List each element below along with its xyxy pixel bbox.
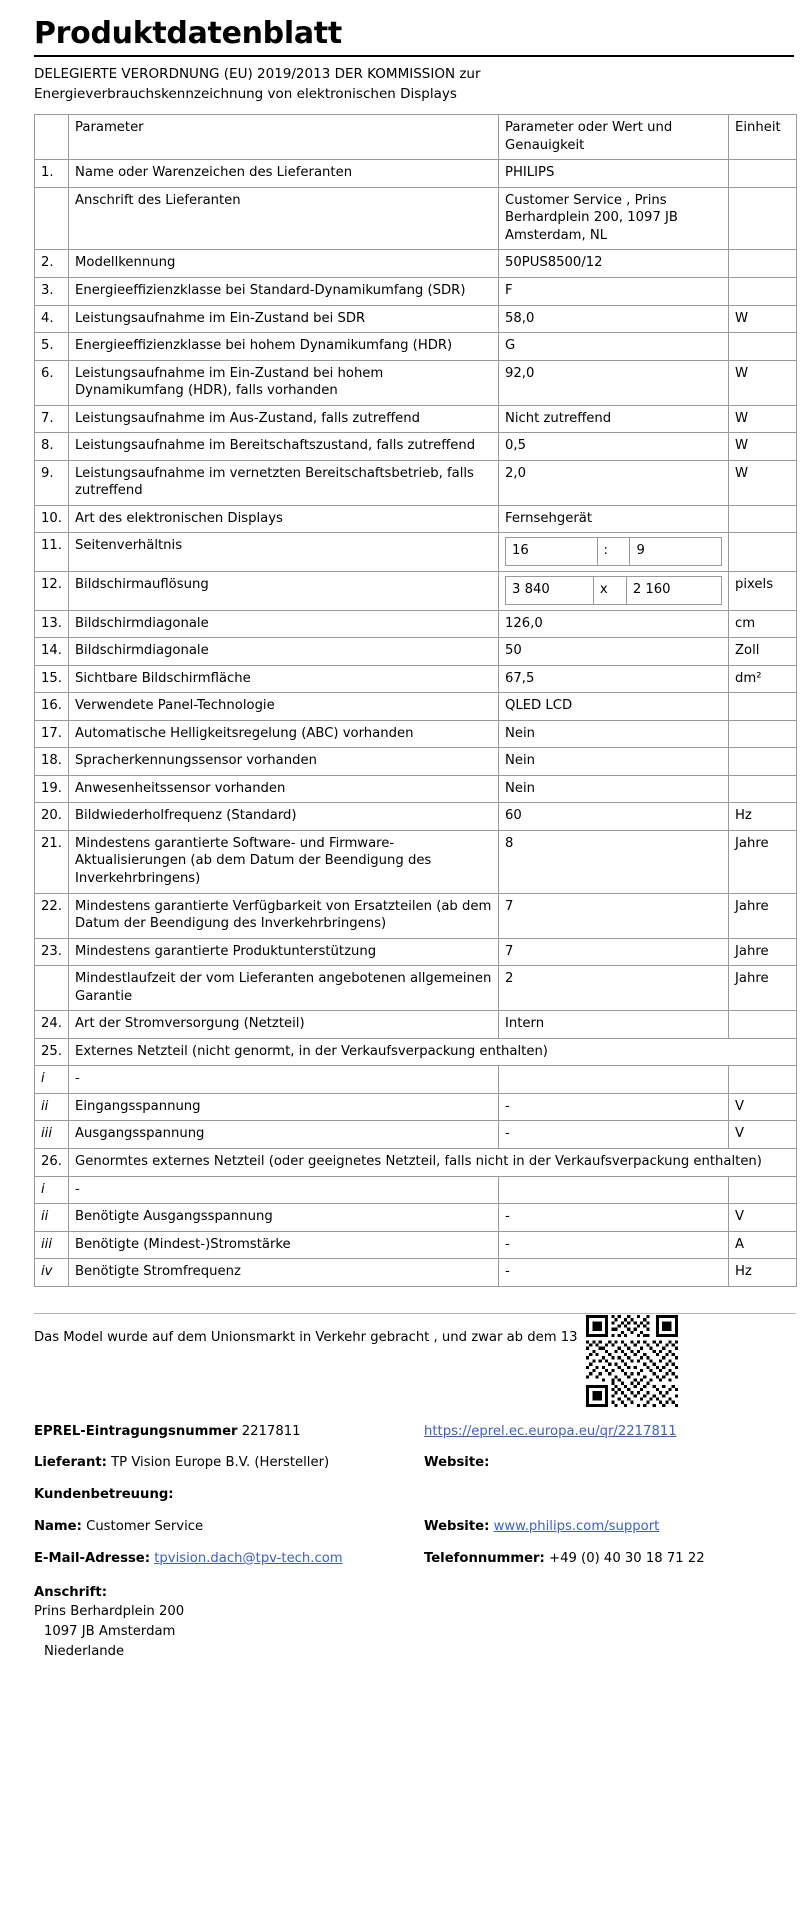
table-row: [35, 693, 797, 721]
supplier-value: TP Vision Europe B.V. (Hersteller): [111, 1455, 330, 1471]
section25-subrow-unit: [729, 1066, 797, 1094]
eprel-number: 2217811: [241, 1423, 301, 1439]
section26-subrow-value: -: [499, 1231, 729, 1259]
row-parameter: Mindestens garantierte Verfügbarkeit von Ersatzteilen (ab dem Datum der Beendigung des Inverkehrbringens): [69, 893, 499, 938]
row-parameter: Seitenverhältnis: [69, 533, 499, 572]
section26-subrow-unit: A: [729, 1231, 797, 1259]
section25-subrow-label: Eingangsspannung: [69, 1093, 499, 1121]
table-row: [35, 610, 797, 638]
table-row: [35, 277, 797, 305]
table-row: [35, 638, 797, 666]
table-row: [35, 571, 797, 610]
market-placement-text: Das Model wurde auf dem Unionsmarkt in Verkehr gebracht , und zwar ab dem 13: [34, 1329, 578, 1345]
ratio-separator: :: [597, 538, 630, 566]
row-value: Customer Service , Prins Berhardplein 200, 1097 JB Amsterdam, NL: [499, 187, 729, 250]
row-parameter: Bildschirmdiagonale: [69, 610, 499, 638]
website-label-2: Website:: [424, 1518, 490, 1534]
section26-subrow-marker: iv: [35, 1259, 69, 1287]
row-number: 1.: [35, 160, 69, 188]
row-value: 50: [499, 638, 729, 666]
row-unit: Zoll: [729, 638, 797, 666]
support-heading: Kundenbetreuung:: [34, 1487, 174, 1503]
row-unit: Jahre: [729, 893, 797, 938]
row-value: 7: [499, 938, 729, 966]
table-row: [35, 533, 797, 572]
row-number: 7.: [35, 405, 69, 433]
row-unit: pixels: [729, 571, 797, 610]
table-row: [35, 748, 797, 776]
row-unit: [729, 533, 797, 572]
table-row: [35, 938, 797, 966]
table-row: [35, 505, 797, 533]
row-number: 8.: [35, 433, 69, 461]
address-line-1: Prins Berhardplein 200: [34, 1604, 185, 1620]
section26-heading-row: [35, 1149, 797, 1177]
row-parameter: Leistungsaufnahme im vernetzten Bereitschaftsbetrieb, falls zutreffend: [69, 460, 499, 505]
row-unit: [729, 250, 797, 278]
row-unit: W: [729, 460, 797, 505]
website-link[interactable]: www.philips.com/support: [493, 1518, 660, 1534]
table-row: [35, 160, 797, 188]
row-number: 11.: [35, 533, 69, 572]
section26-subrow-marker: i: [35, 1176, 69, 1204]
row-value: 60: [499, 803, 729, 831]
row-unit: cm: [729, 610, 797, 638]
row-number: 24.: [35, 1011, 69, 1039]
row-number: 15.: [35, 665, 69, 693]
row-unit: [729, 693, 797, 721]
website-cell-2: [424, 1517, 796, 1537]
table-row: [35, 720, 797, 748]
phone-label: Telefonnummer:: [424, 1550, 545, 1566]
section26-subrow-marker: ii: [35, 1204, 69, 1232]
eprel-url-link[interactable]: https://eprel.ec.europa.eu/qr/2217811: [424, 1423, 677, 1439]
row-unit: [729, 775, 797, 803]
row-value: 2: [499, 966, 729, 1011]
address-block: [34, 1583, 796, 1662]
resolution-separator: x: [593, 576, 626, 604]
section25-subrow-value: [499, 1066, 729, 1094]
row-parameter: Leistungsaufnahme im Ein-Zustand bei hohem Dynamikumfang (HDR), falls vorhanden: [69, 360, 499, 405]
specification-table: [34, 114, 797, 1287]
row-value: 8: [499, 830, 729, 893]
section26-subrow: [35, 1259, 797, 1287]
row-number: 22.: [35, 893, 69, 938]
row-value: 2,0: [499, 460, 729, 505]
row-unit: W: [729, 433, 797, 461]
row-number: 23.: [35, 938, 69, 966]
row-unit: [729, 1011, 797, 1039]
eprel-url-cell: [424, 1422, 796, 1442]
row-parameter: Mindestlaufzeit der vom Lieferanten angebotenen allgemeinen Garantie: [69, 966, 499, 1011]
qr-code: [586, 1315, 678, 1407]
table-row: [35, 433, 797, 461]
section26-subrow: [35, 1204, 797, 1232]
section25-number: 25.: [35, 1038, 69, 1066]
row-unit: W: [729, 405, 797, 433]
row-number: 21.: [35, 830, 69, 893]
row-number: 17.: [35, 720, 69, 748]
row-parameter: Art des elektronischen Displays: [69, 505, 499, 533]
row-value: F: [499, 277, 729, 305]
row-unit: Jahre: [729, 938, 797, 966]
table-row: [35, 830, 797, 893]
subtitle-line-2: Energieverbrauchskennzeichnung von elektronischen Displays: [34, 85, 457, 102]
section25-subrow-marker: i: [35, 1066, 69, 1094]
website-label-1: Website:: [424, 1455, 490, 1471]
section26-subrow: [35, 1231, 797, 1259]
name-value: Customer Service: [86, 1518, 204, 1534]
section25-subrow-value: -: [499, 1121, 729, 1149]
section25-subrow-marker: ii: [35, 1093, 69, 1121]
row-parameter: Automatische Helligkeitsregelung (ABC) vorhanden: [69, 720, 499, 748]
row-parameter: Sichtbare Bildschirmfläche: [69, 665, 499, 693]
section26-subrow-unit: Hz: [729, 1259, 797, 1287]
row-value: G: [499, 333, 729, 361]
section26-heading: Genormtes externes Netzteil (oder geeignetes Netzteil, falls nicht in der Verkaufsverpackung enthalten): [69, 1149, 797, 1177]
row-parameter: Mindestens garantierte Software- und Firmware-Aktualisierungen (ab dem Datum der Beendigung des Inverkehrbringens): [69, 830, 499, 893]
address-heading: Anschrift:: [34, 1584, 107, 1600]
phone-cell: [424, 1549, 796, 1569]
row-unit: [729, 277, 797, 305]
table-row: [35, 1011, 797, 1039]
row-value: PHILIPS: [499, 160, 729, 188]
section26-subrow-value: [499, 1176, 729, 1204]
table-header-row: [35, 115, 797, 160]
row-unit: [729, 505, 797, 533]
row-value: Intern: [499, 1011, 729, 1039]
name-cell: [34, 1517, 424, 1537]
row-unit: dm²: [729, 665, 797, 693]
title-divider: [34, 55, 794, 57]
header-num: [35, 115, 69, 160]
header-unit: Einheit: [729, 115, 797, 160]
row-number: 13.: [35, 610, 69, 638]
row-unit: [729, 160, 797, 188]
row-unit: W: [729, 360, 797, 405]
section25-subrow-unit: V: [729, 1121, 797, 1149]
document-subtitle: [34, 65, 734, 104]
section26-subrow-value: -: [499, 1204, 729, 1232]
table-row: [35, 460, 797, 505]
row-number: 4.: [35, 305, 69, 333]
ratio-width: 16: [506, 538, 598, 566]
website-label-cell-1: [424, 1453, 796, 1473]
row-number: [35, 966, 69, 1011]
row-value: 58,0: [499, 305, 729, 333]
row-value-resolution: [499, 571, 729, 610]
row-value: QLED LCD: [499, 693, 729, 721]
table-row: [35, 333, 797, 361]
section26-subrow-label: Benötigte Ausgangsspannung: [69, 1204, 499, 1232]
row-parameter: Art der Stromversorgung (Netzteil): [69, 1011, 499, 1039]
section25-subrow-value: -: [499, 1093, 729, 1121]
table-row: [35, 187, 797, 250]
resolution-width: 3 840: [506, 576, 594, 604]
section25-subrow-unit: V: [729, 1093, 797, 1121]
ratio-height: 9: [630, 538, 722, 566]
row-parameter: Leistungsaufnahme im Ein-Zustand bei SDR: [69, 305, 499, 333]
email-link[interactable]: tpvision.dach@tpv-tech.com: [154, 1550, 343, 1566]
row-number: 9.: [35, 460, 69, 505]
row-unit: [729, 333, 797, 361]
eprel-label: EPREL-Eintragungsnummer: [34, 1423, 238, 1439]
supplier-row: [34, 1453, 796, 1473]
row-unit: Jahre: [729, 966, 797, 1011]
row-value: 67,5: [499, 665, 729, 693]
row-parameter: Leistungsaufnahme im Aus-Zustand, falls zutreffend: [69, 405, 499, 433]
supplier-cell: [34, 1453, 424, 1473]
row-value: 0,5: [499, 433, 729, 461]
resolution-height: 2 160: [626, 576, 721, 604]
header-value: Parameter oder Wert und Genauigkeit: [499, 115, 729, 160]
header-parameter: Parameter: [69, 115, 499, 160]
row-parameter: Bildschirmauflösung: [69, 571, 499, 610]
section25-subrow-marker: iii: [35, 1121, 69, 1149]
row-value: Fernsehgerät: [499, 505, 729, 533]
support-heading-cell: [34, 1485, 424, 1505]
email-row: [34, 1549, 796, 1569]
row-number: 5.: [35, 333, 69, 361]
table-row: [35, 360, 797, 405]
row-value: Nein: [499, 748, 729, 776]
subtitle-line-1: DELEGIERTE VERORDNUNG (EU) 2019/2013 DER KOMMISSION zur: [34, 66, 481, 82]
row-parameter: Verwendete Panel-Technologie: [69, 693, 499, 721]
row-parameter: Anschrift des Lieferanten: [69, 187, 499, 250]
row-parameter: Energieeffizienzklasse bei Standard-Dynamikumfang (SDR): [69, 277, 499, 305]
row-unit: [729, 748, 797, 776]
row-value: 7: [499, 893, 729, 938]
row-value: Nicht zutreffend: [499, 405, 729, 433]
section26-subrow-label: -: [69, 1176, 499, 1204]
name-label: Name:: [34, 1518, 82, 1534]
row-unit: Jahre: [729, 830, 797, 893]
table-row: [35, 405, 797, 433]
row-parameter: Modellkennung: [69, 250, 499, 278]
row-value: 50PUS8500/12: [499, 250, 729, 278]
phone-value: +49 (0) 40 30 18 71 22: [549, 1550, 705, 1566]
row-unit: W: [729, 305, 797, 333]
row-number: 19.: [35, 775, 69, 803]
row-parameter: Spracherkennungssensor vorhanden: [69, 748, 499, 776]
row-unit: [729, 187, 797, 250]
footer-section: [34, 1313, 796, 1662]
row-number: 3.: [35, 277, 69, 305]
table-row: [35, 966, 797, 1011]
row-number: 10.: [35, 505, 69, 533]
table-row: [35, 305, 797, 333]
section25-subrow-label: Ausgangsspannung: [69, 1121, 499, 1149]
address-line-2: 1097 JB Amsterdam: [44, 1624, 176, 1640]
row-number: 18.: [35, 748, 69, 776]
section26-subrow-value: -: [499, 1259, 729, 1287]
row-value-ratio: [499, 533, 729, 572]
table-row: [35, 893, 797, 938]
section25-subrow: [35, 1066, 797, 1094]
row-number: 14.: [35, 638, 69, 666]
table-row: [35, 775, 797, 803]
support-heading-row: [34, 1485, 796, 1505]
row-number: 12.: [35, 571, 69, 610]
footer-divider: [34, 1313, 796, 1314]
row-parameter: Bildwiederholfrequenz (Standard): [69, 803, 499, 831]
section25-heading-row: [35, 1038, 797, 1066]
email-cell: [34, 1549, 424, 1569]
table-row: [35, 803, 797, 831]
table-row: [35, 250, 797, 278]
row-value: 92,0: [499, 360, 729, 405]
section25-subrow: [35, 1093, 797, 1121]
section26-subrow-marker: iii: [35, 1231, 69, 1259]
row-parameter: Anwesenheitssensor vorhanden: [69, 775, 499, 803]
eprel-row: [34, 1422, 796, 1442]
row-number: 2.: [35, 250, 69, 278]
page-title: Produktdatenblatt: [34, 16, 342, 51]
name-row: [34, 1517, 796, 1537]
section26-subrow: [35, 1176, 797, 1204]
address-line-3: Niederlande: [44, 1643, 125, 1659]
row-number: 16.: [35, 693, 69, 721]
section25-heading: Externes Netzteil (nicht genormt, in der Verkaufsverpackung enthalten): [69, 1038, 797, 1066]
row-number: 6.: [35, 360, 69, 405]
row-parameter: Leistungsaufnahme im Bereitschaftszustand, falls zutreffend: [69, 433, 499, 461]
contact-grid: [34, 1422, 796, 1662]
section25-subrow-label: -: [69, 1066, 499, 1094]
email-label: E-Mail-Adresse:: [34, 1550, 151, 1566]
row-parameter: Mindestens garantierte Produktunterstützung: [69, 938, 499, 966]
row-value: 126,0: [499, 610, 729, 638]
row-parameter: Name oder Warenzeichen des Lieferanten: [69, 160, 499, 188]
eprel-cell: [34, 1422, 424, 1442]
row-number: [35, 187, 69, 250]
table-row: [35, 665, 797, 693]
section26-subrow-label: Benötigte (Mindest-)Stromstärke: [69, 1231, 499, 1259]
row-value: Nein: [499, 720, 729, 748]
section26-subrow-unit: V: [729, 1204, 797, 1232]
section26-subrow-unit: [729, 1176, 797, 1204]
row-number: 20.: [35, 803, 69, 831]
row-unit: [729, 720, 797, 748]
row-unit: Hz: [729, 803, 797, 831]
section26-number: 26.: [35, 1149, 69, 1177]
row-parameter: Bildschirmdiagonale: [69, 638, 499, 666]
row-parameter: Energieeffizienzklasse bei hohem Dynamikumfang (HDR): [69, 333, 499, 361]
section26-subrow-label: Benötigte Stromfrequenz: [69, 1259, 499, 1287]
supplier-label: Lieferant:: [34, 1455, 107, 1471]
section25-subrow: [35, 1121, 797, 1149]
row-value: Nein: [499, 775, 729, 803]
